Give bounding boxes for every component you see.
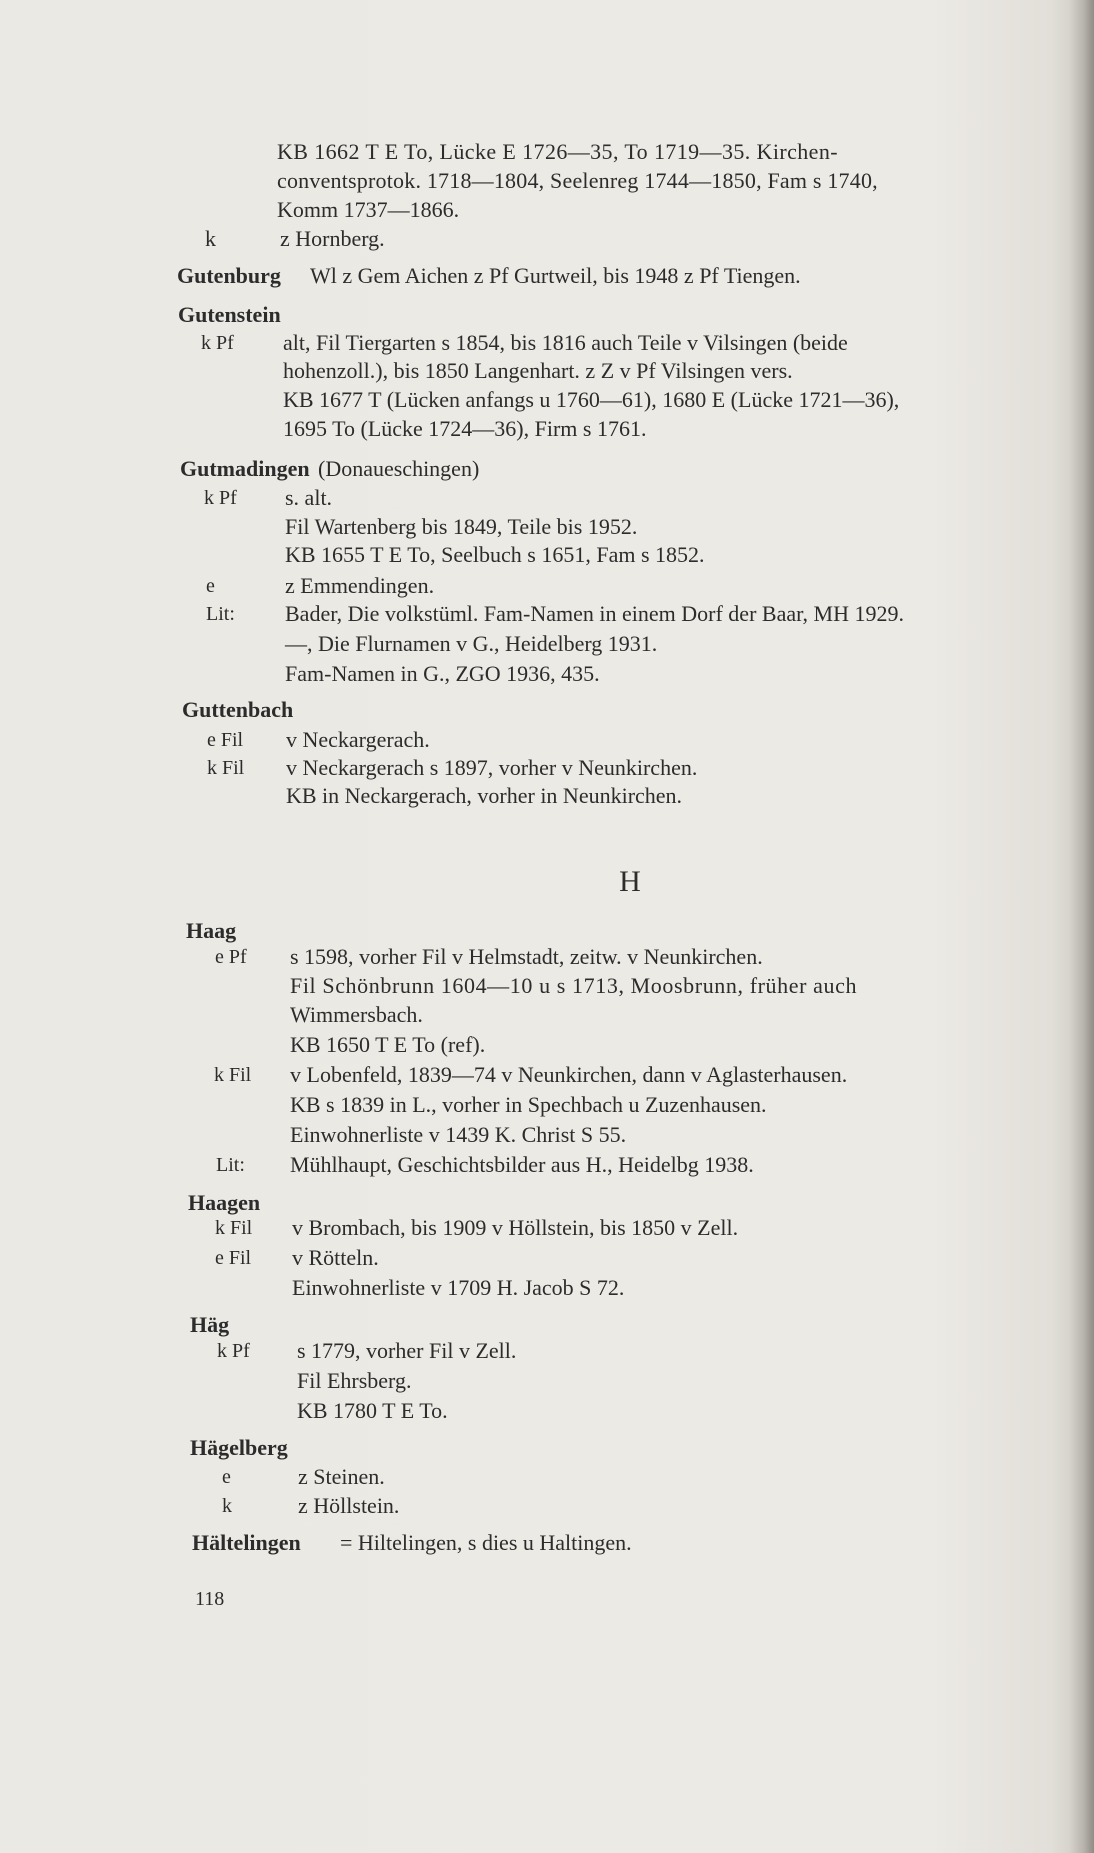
entry-text: z Steinen. (298, 1464, 385, 1489)
place-heading: Hältelingen (192, 1530, 301, 1555)
place-heading: Häg (190, 1312, 230, 1337)
entry-text: Fil Wartenberg bis 1849, Teile bis 1952. (285, 514, 638, 539)
entry-text: KB 1650 T E To (ref). (290, 1032, 486, 1057)
entry-text: Fil Ehrsberg. (297, 1368, 412, 1393)
entry-text: s 1779, vorher Fil v Zell. (297, 1338, 517, 1363)
entry-text: Wimmersbach. (290, 1002, 423, 1027)
entry-label: k (205, 226, 216, 251)
entry-label: Lit: (206, 603, 235, 625)
entry-text: Wl z Gem Aichen z Pf Gurtweil, bis 1948 z Pf Tiengen. (310, 263, 801, 288)
place-heading: Gutmadingen (180, 456, 310, 481)
place-heading: Haagen (188, 1190, 261, 1215)
entry-text: v Rötteln. (292, 1245, 379, 1270)
entry-label: e Pf (215, 946, 247, 968)
entry-text: s 1598, vorher Fil v Helmstadt, zeitw. v Neunkirchen. (290, 944, 763, 969)
entry-text: KB 1780 T E To. (297, 1398, 448, 1423)
entry-text: KB in Neckargerach, vorher in Neunkirchen. (286, 783, 683, 808)
entry-label: k Fil (214, 1064, 252, 1086)
entry-text: 1695 To (Lücke 1724—36), Firm s 1761. (283, 416, 647, 441)
entry-text: KB 1677 T (Lücken anfangs u 1760—61), 1680 E (Lücke 1721—36), (283, 387, 900, 412)
entry-text: = Hiltelingen, s dies u Haltingen. (340, 1530, 632, 1555)
entry-text: v Neckargerach s 1897, vorher v Neunkirchen. (286, 755, 698, 780)
entry-text: Mühlhaupt, Geschichtsbilder aus H., Heidelbg 1938. (290, 1152, 754, 1177)
place-heading: Gutenstein (178, 302, 281, 327)
page-number: 118 (195, 1588, 225, 1610)
entry-label: k Fil (207, 757, 245, 779)
entry-label: e Fil (215, 1247, 252, 1269)
entry-text: KB 1662 T E To, Lücke E 1726—35, To 1719—35. Kirchen- (277, 139, 838, 164)
entry-text: hohenzoll.), bis 1850 Langenhart. z Z v Pf Vilsingen vers. (283, 358, 793, 383)
place-heading-suffix: (Donaueschingen) (318, 456, 480, 481)
entry-text: KB s 1839 in L., vorher in Spechbach u Zuzenhausen. (290, 1092, 767, 1117)
entry-text: s. alt. (285, 485, 333, 510)
entry-text: v Neckargerach. (286, 727, 430, 752)
entry-label: k (222, 1495, 232, 1517)
entry-text: Einwohnerliste v 1709 H. Jacob S 72. (292, 1275, 625, 1300)
section-letter-heading: H (619, 865, 641, 898)
entry-text: Fam-Namen in G., ZGO 1936, 435. (285, 661, 600, 686)
place-heading: Hägelberg (190, 1435, 288, 1460)
entry-label: e Fil (207, 729, 244, 751)
entry-text: v Brombach, bis 1909 v Höllstein, bis 1850 v Zell. (292, 1215, 739, 1240)
place-heading: Gutenburg (177, 263, 281, 288)
entry-text: Komm 1737—1866. (277, 197, 460, 222)
place-heading: Haag (186, 918, 237, 943)
entry-text: conventsprotok. 1718—1804, Seelenreg 1744—1850, Fam s 1740, (277, 168, 878, 193)
entry-text: —, Die Flurnamen v G., Heidelberg 1931. (285, 631, 658, 656)
entry-text: Bader, Die volkstüml. Fam-Namen in einem Dorf der Baar, MH 1929. (285, 601, 904, 626)
entry-label: k Pf (201, 332, 234, 354)
entry-text: alt, Fil Tiergarten s 1854, bis 1816 auch Teile v Vilsingen (beide (283, 330, 848, 355)
entry-label: k Pf (217, 1340, 250, 1362)
entry-text: z Hornberg. (280, 226, 385, 251)
entry-text: z Emmendingen. (285, 573, 435, 598)
page-edge-shadow (1068, 0, 1094, 1853)
entry-label: e (222, 1466, 231, 1488)
entry-label: Lit: (216, 1154, 245, 1176)
place-heading: Guttenbach (182, 697, 294, 722)
entry-text: v Lobenfeld, 1839—74 v Neunkirchen, dann v Aglasterhausen. (290, 1062, 848, 1087)
entry-label: k Pf (204, 487, 237, 509)
entry-text: Fil Schönbrunn 1604—10 u s 1713, Moosbrunn, früher auch (290, 973, 858, 998)
entry-text: KB 1655 T E To, Seelbuch s 1651, Fam s 1852. (285, 542, 705, 567)
entry-text: z Höllstein. (298, 1493, 400, 1518)
entry-text: Einwohnerliste v 1439 K. Christ S 55. (290, 1122, 627, 1147)
entry-label: k Fil (215, 1217, 253, 1239)
entry-label: e (206, 575, 215, 597)
